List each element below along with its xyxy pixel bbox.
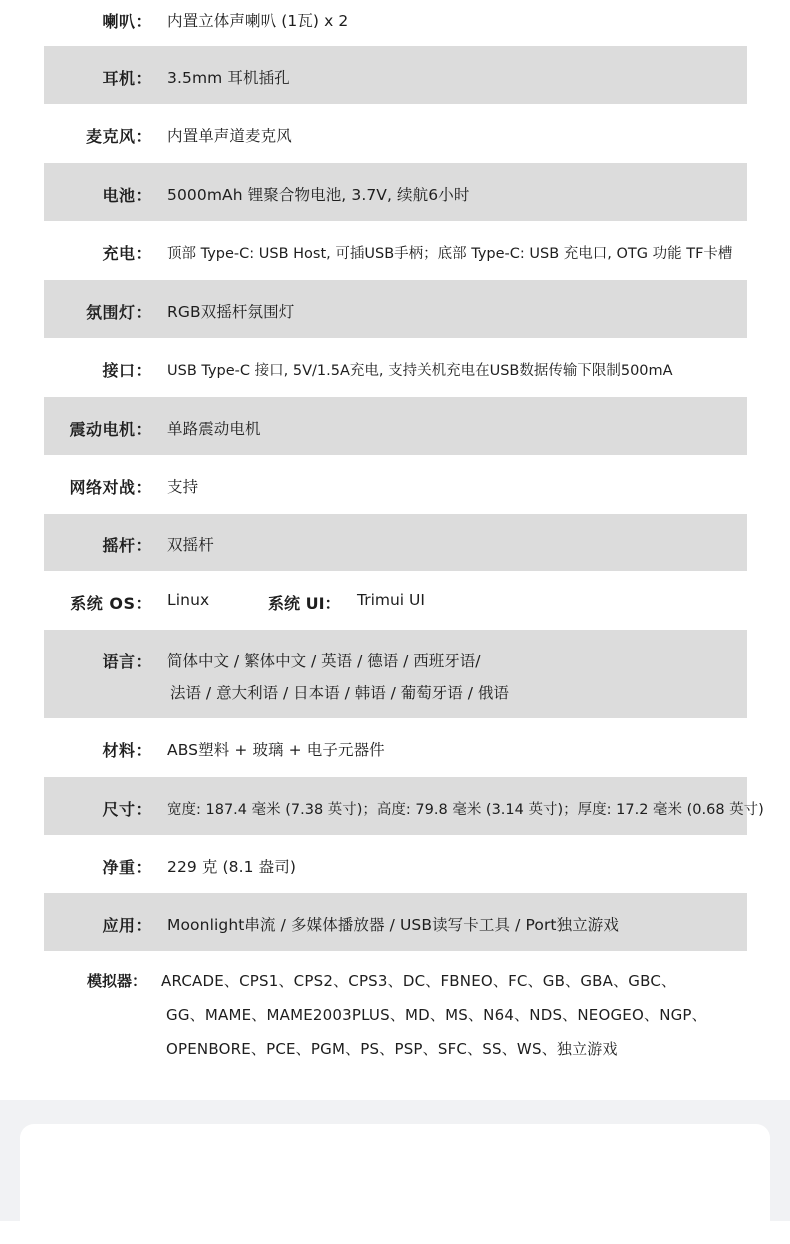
spec-value: 内置立体声喇叭 (1瓦) x 2: [167, 12, 349, 30]
spec-label: 语言：: [102, 652, 152, 671]
spec-value: 支持: [167, 478, 199, 496]
spec-value: 顶部 Type-C: USB Host, 可插USB手柄；底部 Type-C: USB 充电口, OTG 功能 TF卡槽: [167, 246, 733, 262]
spec-label: 应用：: [102, 916, 152, 935]
spec-row-system: [44, 571, 747, 630]
emulator-line: GG、MAME、MAME2003PLUS、MD、MS、N64、NDS、NEOGEO、NGP、: [166, 1006, 707, 1024]
spec-label: 尺寸：: [102, 800, 152, 819]
spec-label: 净重：: [102, 858, 152, 877]
spec-row-speaker: [44, 0, 747, 46]
spec-value: 229 克 (8.1 盎司): [167, 858, 297, 876]
spec-row-port: [44, 338, 747, 397]
spec-label: 氛围灯：: [85, 303, 152, 322]
spec-value: Linux: [167, 591, 210, 609]
footer-card: [20, 1124, 770, 1244]
spec-row-headphone: [44, 46, 747, 104]
spec-value: ABS塑料 + 玻璃 + 电子元器件: [167, 741, 385, 759]
spec-value-line: 法语 / 意大利语 / 日本语 / 韩语 / 葡萄牙语 / 俄语: [170, 684, 509, 702]
spec-value: 双摇杆: [167, 536, 214, 554]
spec-row-battery: [44, 163, 747, 221]
spec-value: 宽度: 187.4 毫米 (7.38 英寸)；高度: 79.8 毫米 (3.14 英寸)；厚度: 17.2 毫米 (0.68 英寸): [167, 802, 764, 818]
spec-row-microphone: [44, 104, 747, 163]
spec-row-apps: [44, 893, 747, 951]
spec-label: 电池：: [102, 186, 152, 205]
spec-label: 系统 OS：: [70, 594, 152, 613]
spec-value: USB Type-C 接口, 5V/1.5A充电, 支持关机充电在USB数据传输下限制500mA: [167, 363, 673, 379]
spec-value: 内置单声道麦克风: [167, 127, 292, 145]
spec-value: Moonlight串流 / 多媒体播放器 / USB读写卡工具 / Port独立游戏: [167, 916, 619, 934]
spec-label-system-ui: 系统 UI：: [268, 594, 341, 613]
spec-label: 材料：: [102, 741, 152, 760]
spec-value-system-ui: Trimui UI: [357, 591, 425, 609]
spec-row-vibration: [44, 397, 747, 455]
spec-row-material: [44, 718, 747, 777]
emulator-label: 模拟器：: [87, 972, 148, 990]
spec-label: 摇杆：: [102, 536, 152, 555]
spec-row-network: [44, 455, 747, 514]
spec-label: 充电：: [102, 244, 152, 263]
spec-value-line: 简体中文 / 繁体中文 / 英语 / 德语 / 西班牙语/: [167, 652, 481, 670]
spec-row-weight: [44, 835, 747, 893]
emulator-line: ARCADE、CPS1、CPS2、CPS3、DC、FBNEO、FC、GB、GBA、GBC、: [161, 972, 677, 990]
spec-label: 耳机：: [102, 69, 152, 88]
spec-row-ambient-light: [44, 280, 747, 338]
spec-label: 接口：: [102, 361, 152, 380]
spec-value: 单路震动电机: [167, 420, 261, 438]
spec-label: 网络对战：: [69, 478, 152, 497]
spec-label: 喇叭：: [102, 12, 152, 31]
spec-value: 5000mAh 锂聚合物电池, 3.7V, 续航6小时: [167, 186, 470, 204]
emulator-line: OPENBORE、PCE、PGM、PS、PSP、SFC、SS、WS、独立游戏: [166, 1040, 618, 1058]
spec-label: 麦克风：: [85, 127, 152, 146]
spec-row-dimensions: [44, 777, 764, 835]
spec-row-language: [44, 630, 747, 718]
spec-value: 3.5mm 耳机插孔: [167, 69, 290, 87]
spec-label: 震动电机：: [69, 420, 152, 439]
spec-row-joystick: [44, 514, 747, 571]
spec-row-charging: [44, 221, 747, 280]
spec-value: RGB双摇杆氛围灯: [167, 303, 295, 321]
